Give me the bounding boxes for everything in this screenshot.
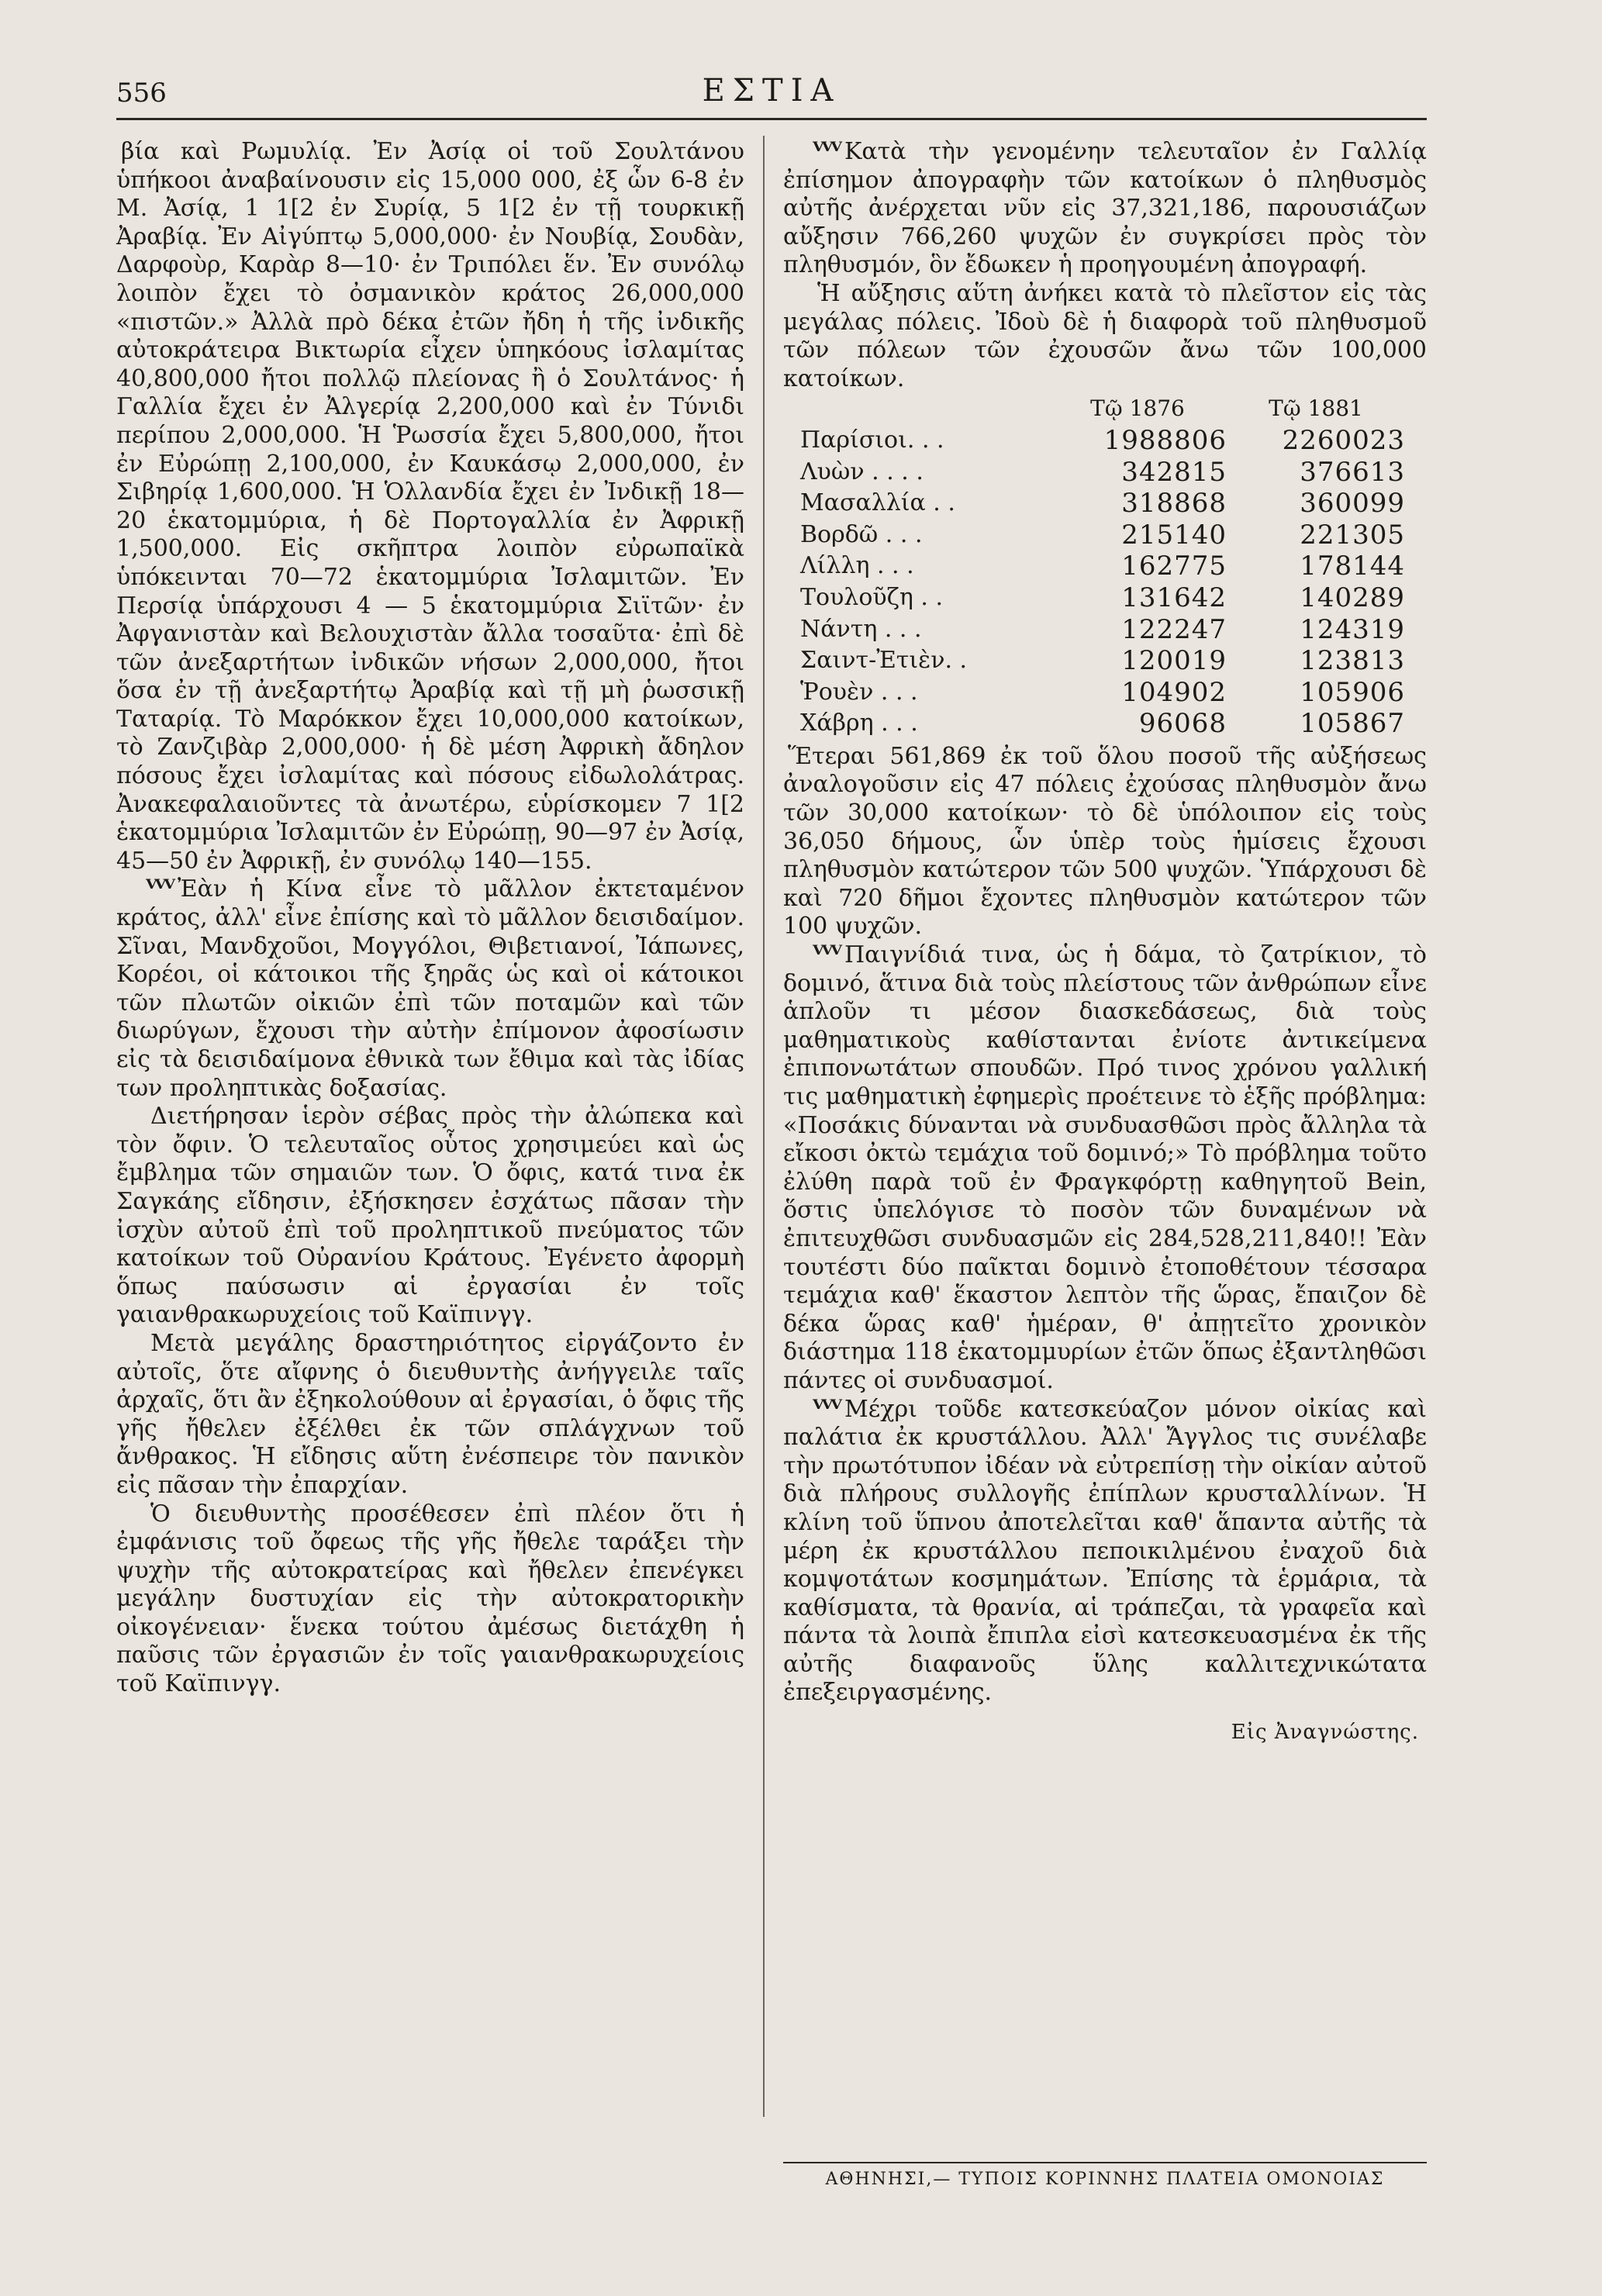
paragraph-text: Μέχρι τοῦδε κατεσκεύαζον μόνον οἰκίας καὶ παλάτια ἐκ κρυστάλλου. Ἀλλ' Ἄγγλος τις συνέλαβε τὴν πρωτότυπον ἰδέαν νὰ εὐτρεπίσῃ τὴν οἰκίαν αὐτοῦ διὰ πλήρους συλλογῆς ἐπίπλων κρυσταλλίνων. Ἡ κλίνη τοῦ ὕπνου ἀποτελεῖται καθ' ἅπαντα αὐτῆς τὰ μέρη ἐκ κρυστάλλου πεποικιλμένου ἐναχοῦ διὰ κομψοτάτων κοσμημάτων. Ἐπίσης τὰ ἑρμάρια, τὰ καθίσματα, τὰ θρανία, αἱ τράπεζαι, τὰ γραφεῖα καὶ πάντα τὰ λοιπὰ ἔπιπλα εἰσὶ κατεσκευασμένα ἐκ τῆς αὐτῆς διαφανοῦς ὕλης καλλιτεχνικώτατα ἐπεξειργασμένης.: [783, 1395, 1427, 1707]
population-1881: 360099: [1300, 488, 1405, 520]
city-name: Λίλλη . . .: [800, 552, 914, 580]
section-mark: ⱽⱽⱽ: [146, 875, 173, 903]
page-number: 556: [116, 78, 167, 109]
paragraph: [116, 138, 744, 875]
table-row: [800, 708, 1405, 740]
printer-imprint: ΑΘΗΝΗΣΙ,— ΤΥΠΟΙΣ ΚΟΡΙΝΝΗΣ ΠΛΑΤΕΙΑ ΟΜΟΝΟΙΑΣ: [825, 2170, 1385, 2189]
population-1881: 105906: [1300, 676, 1405, 708]
author-signature: Εἰς Ἀναγνώστης.: [1231, 1721, 1419, 1745]
paragraph: [783, 138, 1427, 280]
table-row: [800, 551, 1405, 582]
right-column: [783, 138, 1427, 1747]
paragraph-text: Ἕτεραι 561,869 ἐκ τοῦ ὅλου ποσοῦ τῆς αὐξήσεως ἀναλογοῦσιν εἰς 47 πόλεις ἐχούσας πληθυσμὸν ἄνω τῶν 30,000 κατοίκων· τὸ δὲ ὑπόλοιπον εἰς τοὺς 36,050 δήμους, ὧν ὑπὲρ τοὺς ἡμίσεις ἔχουσι πληθυσμὸν κατώτερον τῶν 500 ψυχῶν. Ὑπάρχουσι δὲ καὶ 720 δῆμοι ἔχοντες πληθυσμὸν κατώτερον τῶν 100 ψυχῶν.: [783, 742, 1427, 941]
paragraph-text: βία καὶ Ρωμυλίᾳ. Ἐν Ἀσίᾳ οἱ τοῦ Σουλτάνου ὑπήκοοι ἀναβαίνουσιν εἰς 15,000 000, ἐξ ὧν 6-8 ἐν Μ. Ἀσίᾳ, 1 1[2 ἐν Συρίᾳ, 5 1[2 ἐν τῇ τουρκικῇ Ἀραβίᾳ. Ἐν Αἰγύπτῳ 5,000,000· ἐν Νουβίᾳ, Σουδὰν, Δαρφοὺρ, Καρὰρ 8—10· ἐν Τριπόλει ἕν. Ἐν συνόλῳ λοιπὸν ἔχει τὸ ὀσμανικὸν κράτος 26,000,000 «πιστῶν.» Ἀλλὰ πρὸ δέκα ἐτῶν ἤδη ἡ τῆς ἰνδικῆς αὐτοκράτειρα Βικτωρία εἶχεν ὑπηκόους ἰσλαμίτας 40,800,000 ἤτοι πολλῷ πλείονας ἢ ὁ Σουλτάνος· ἡ Γαλλία ἔχει ἐν Ἀλγερίᾳ 2,200,000 καὶ ἐν Τύνιδι περίπου 2,000,000. Ἡ Ῥωσσία ἔχει 5,800,000, ἤτοι ἐν Εὐρώπῃ 2,100,000, ἐν Καυκάσῳ 2,000,000, ἐν Σιβηρίᾳ 1,600,000. Ἡ Ὁλλανδία ἔχει ἐν Ἰνδικῇ 18—20 ἑκατομμύρια, ἡ δὲ Πορτογαλλία ἐν Ἀφρικῇ 1,500,000. Εἰς σκῆπτρα λοιπὸν εὐρωπαϊκὰ ὑπόκεινται 70—72 ἑκατομμύρια Ἰσλαμιτῶν. Ἐν Περσίᾳ ὑπάρχουσι 4 — 5 ἑκατομμύρια Σιϊτῶν· ἐν Ἀφγανιστὰν καὶ Βελουχιστὰν ἄλλα τοσαῦτα· ἐπὶ δὲ τῶν ἀνεξαρτήτων ἰνδικῶν νήσων 2,000,000, ἤτοι ὅσα ἐν τῇ ἀνεξαρτήτῳ Ἀραβίᾳ καὶ τῇ μὴ ῥωσσικῇ Ταταρίᾳ. Τὸ Μαρόκκον ἔχει 10,000,000 κατοίκων, τὸ Ζανζιβὰρ 2,000,000· ἡ δὲ μέση Ἀφρικὴ ἄδηλον πόσους ἔχει ἰσλαμίτας καὶ πόσους εἰδωλολάτρας. Ἀνακεφαλαιοῦντες τὰ ἀνωτέρω, εὑρίσκομεν 7 1[2 ἑκατομμύρια Ἰσλαμιτῶν ἐν Εὐρώπῃ, 90—97 ἐν Ἀσίᾳ, 45—50 ἐν Ἀφρικῇ, ἐν συνόλῳ 140—155.: [116, 138, 744, 875]
page-header: [116, 71, 1427, 118]
paragraph: [116, 875, 744, 1103]
population-1876: 318868: [1121, 488, 1227, 520]
table-header-city: [800, 395, 1048, 425]
paragraph: [116, 1103, 744, 1330]
paragraph-text: Ἡ αὔξησις αὕτη ἀνήκει κατὰ τὸ πλεῖστον εἰς τὰς μεγάλας πόλεις. Ἰδοὺ δὲ ἡ διαφορὰ τοῦ πληθυσμοῦ τῶν πόλεων τῶν ἐχουσῶν ἄνω τῶν 100,000 κατοίκων.: [783, 279, 1427, 392]
table-header-1881: Τῷ 1881: [1269, 395, 1363, 422]
population-1881: 376613: [1300, 456, 1405, 488]
paragraph-text: Μετὰ μεγάλης δραστηριότητος εἰργάζοντο ἐν αὐτοῖς, ὅτε αἴφνης ὁ διευθυντὴς ἀνήγγειλε ταῖς ἀρχαῖς, ὅτι ἂν ἐξηκολούθουν αἱ ἐργασίαι, ὁ ὄφις τῆς γῆς ἤθελεν ἐξέλθει ἐκ τῶν σπλάγχνων τοῦ ἄνθρακος. Ἡ εἴδησις αὕτη ἐνέσπειρε τὸν πανικὸν εἰς πᾶσαν τὴν ἐπαρχίαν.: [116, 1329, 744, 1499]
section-mark: ⱽⱽⱽ: [813, 941, 840, 969]
city-name: Παρίσιοι. . .: [800, 426, 944, 454]
paragraph-text: Ἐὰν ἡ Κίνα εἶνε τὸ μᾶλλον ἐκτεταμένον κράτος, ἀλλ' εἶνε ἐπίσης καὶ τὸ μᾶλλον δεισιδαίμον. Σῖναι, Μανδχοῦοι, Μογγόλοι, Θιβετιανοί, Ἰάπωνες, Κορέοι, οἱ κάτοικοι τῆς ξηρᾶς ὡς καὶ οἱ κάτοικοι τῶν πλωτῶν οἰκιῶν ἐπὶ τῶν ποταμῶν καὶ τῶν διωρύγων, ἔχουσι τὴν αὐτὴν ἐπίμονον ἀφοσίωσιν εἰς τὰ δεισιδαίμονα ἐθνικὰ των ἔθιμα καὶ τὰς ἰδίας των προληπτικὰς δοξασίας.: [116, 875, 744, 1102]
population-1876: 96068: [1138, 708, 1227, 740]
population-1881: 178144: [1300, 551, 1405, 582]
city-name: Λυὼν . . . .: [800, 457, 924, 485]
population-1881: 123813: [1300, 645, 1405, 677]
table-row: [800, 614, 1405, 646]
city-name: Βορδῶ . . .: [800, 520, 923, 548]
paragraph: [783, 941, 1427, 1396]
paragraph-text: Κατὰ τὴν γενομένην τελευταῖον ἐν Γαλλίᾳ ἐπίσημον ἀπογραφὴν τῶν κατοίκων ὁ πληθυσμὸς αὐτῆς ἀνέρχεται νῦν εἰς 37,321,186, παρουσιάζων αὔξησιν 766,260 ψυχῶν ἐν συγκρίσει πρὸς τὸν πληθυσμόν, ὃν ἔδωκεν ἡ προηγουμένη ἀπογραφή.: [783, 138, 1427, 279]
population-1876: 120019: [1121, 645, 1227, 677]
paragraph: [783, 280, 1427, 393]
table-row: [800, 457, 1405, 489]
city-name: Τουλοῦζη . .: [800, 583, 943, 611]
section-mark: ⱽⱽⱽ: [813, 138, 840, 165]
city-name: Νάντη . . .: [800, 615, 922, 643]
paragraph-text: Διετήρησαν ἱερὸν σέβας πρὸς τὴν ἀλώπεκα καὶ τὸν ὄφιν. Ὁ τελευταῖος οὗτος χρησιμεύει καὶ ὡς ἔμβλημα τῶν σημαιῶν των. Ὁ ὄφις, κατά τινα ἐκ Σαγκάης εἴδησιν, ἐξήσκησεν ἐσχάτως πᾶσαν τὴν ἰσχὺν αὐτοῦ ἐπὶ τοῦ προληπτικοῦ πνεύματος τῶν κατοίκων τοῦ Οὐρανίου Κράτους. Ἐγένετο ἀφορμὴ ὅπως παύσωσιν αἱ ἐργασίαι ἐν τοῖς γαιανθρακωρυχείοις τοῦ Καϊπινγγ.: [116, 1103, 744, 1329]
population-1881: 124319: [1300, 613, 1405, 645]
city-name: Σαιντ-Ἐτιὲν. .: [800, 647, 968, 675]
paragraph: [783, 743, 1427, 941]
section-mark: ⱽⱽⱽ: [813, 1395, 840, 1423]
paragraph: [116, 1500, 744, 1699]
paragraph: [783, 1396, 1427, 1708]
left-column: [116, 138, 744, 1699]
population-1876: 342815: [1121, 456, 1227, 488]
table-header-row: [800, 395, 1405, 425]
running-title: ΕΣΤΙΑ: [702, 73, 841, 109]
population-1881: 140289: [1300, 582, 1405, 613]
population-1881: 2260023: [1282, 424, 1405, 456]
population-1881: 105867: [1300, 708, 1405, 740]
population-1876: 162775: [1121, 551, 1227, 582]
table-row: [800, 488, 1405, 520]
table-row: [800, 520, 1405, 551]
table-header-1876: Τῷ 1876: [1090, 395, 1185, 422]
table-row: [800, 582, 1405, 614]
population-1876: 215140: [1121, 519, 1227, 551]
header-rule: [116, 118, 1427, 120]
population-1876: 1988806: [1103, 424, 1227, 456]
city-name: Μασαλλία . .: [800, 489, 955, 517]
population-table: [800, 395, 1405, 740]
column-divider: [763, 136, 765, 2117]
paragraph-text: Ὁ διευθυντὴς προσέθεσεν ἐπὶ πλέον ὅτι ἡ ἐμφάνισις τοῦ ὄφεως τῆς γῆς ἤθελε ταράξει τὴν ψυχὴν τῆς αὐτοκρατείρας καὶ ἤθελεν ἐπενέγκει μεγάλην δυστυχίαν εἰς τὴν αὐτοκρατορικὴν οἰκογένειαν· ἕνεκα τούτου ἀμέσως διετάχθη ἡ παῦσις τῶν ἐργασιῶν ἐν τοῖς γαιανθρακωρυχείοις τοῦ Καϊπινγγ.: [116, 1500, 744, 1698]
population-1876: 122247: [1121, 613, 1227, 645]
paragraph: [116, 1330, 744, 1500]
footer-rule: [783, 2162, 1427, 2163]
paragraph-text: Παιγνίδιά τινα, ὡς ἡ δάμα, τὸ ζατρίκιον, τὸ δομινό, ἅτινα διὰ τοὺς πλείστους τῶν ἀνθρώπων εἶνε ἁπλοῦν τι μέσον διασκεδάσεως, διὰ τοὺς μαθηματικοὺς καθίστανται ἐνίοτε ἀντικείμενα ἐπιπονωτάτων σπουδῶν. Πρό τινος χρόνου γαλλική τις μαθηματικὴ ἐφημερὶς προέτεινε τὸ ἑξῆς πρόβλημα: «Ποσάκις δύνανται νὰ συνδυασθῶσι πρὸς ἄλληλα τὰ εἴκοσι ὀκτὼ τεμάχια τοῦ δομινό;» Τὸ πρόβλημα τοῦτο ἐλύθη παρὰ τοῦ ἐν Φραγκφόρτῃ καθηγητοῦ Bein, ὅστις ὑπελόγισε τὸ ποσὸν τῶν δυναμένων νὰ ἐπιτευχθῶσι συνδυασμῶν εἰς 284,528,211,840!! Ἐὰν τουτέστι δύο παῖκται δομινὸ ἐτοποθέτουν τέσσαρα τεμάχια καθ' ἕκαστον λεπτὸν τῆς ὥρας, ἔπαιζον δὲ δέκα ὥρας καθ' ἡμέραν, θ' ἀπῃτεῖτο χρονικὸν διάστημα 118 ἑκατομμυρίων ἐτῶν ὅπως ἐξαντληθῶσι πάντες οἱ συνδυασμοί.: [783, 941, 1427, 1394]
population-1876: 131642: [1121, 582, 1227, 613]
population-1876: 104902: [1121, 676, 1227, 708]
table-row: [800, 425, 1405, 457]
city-name: Ῥουὲν . . .: [800, 678, 918, 706]
table-row: [800, 677, 1405, 709]
population-1881: 221305: [1300, 519, 1405, 551]
table-row: [800, 645, 1405, 677]
city-name: Χάβρη . . .: [800, 710, 918, 737]
